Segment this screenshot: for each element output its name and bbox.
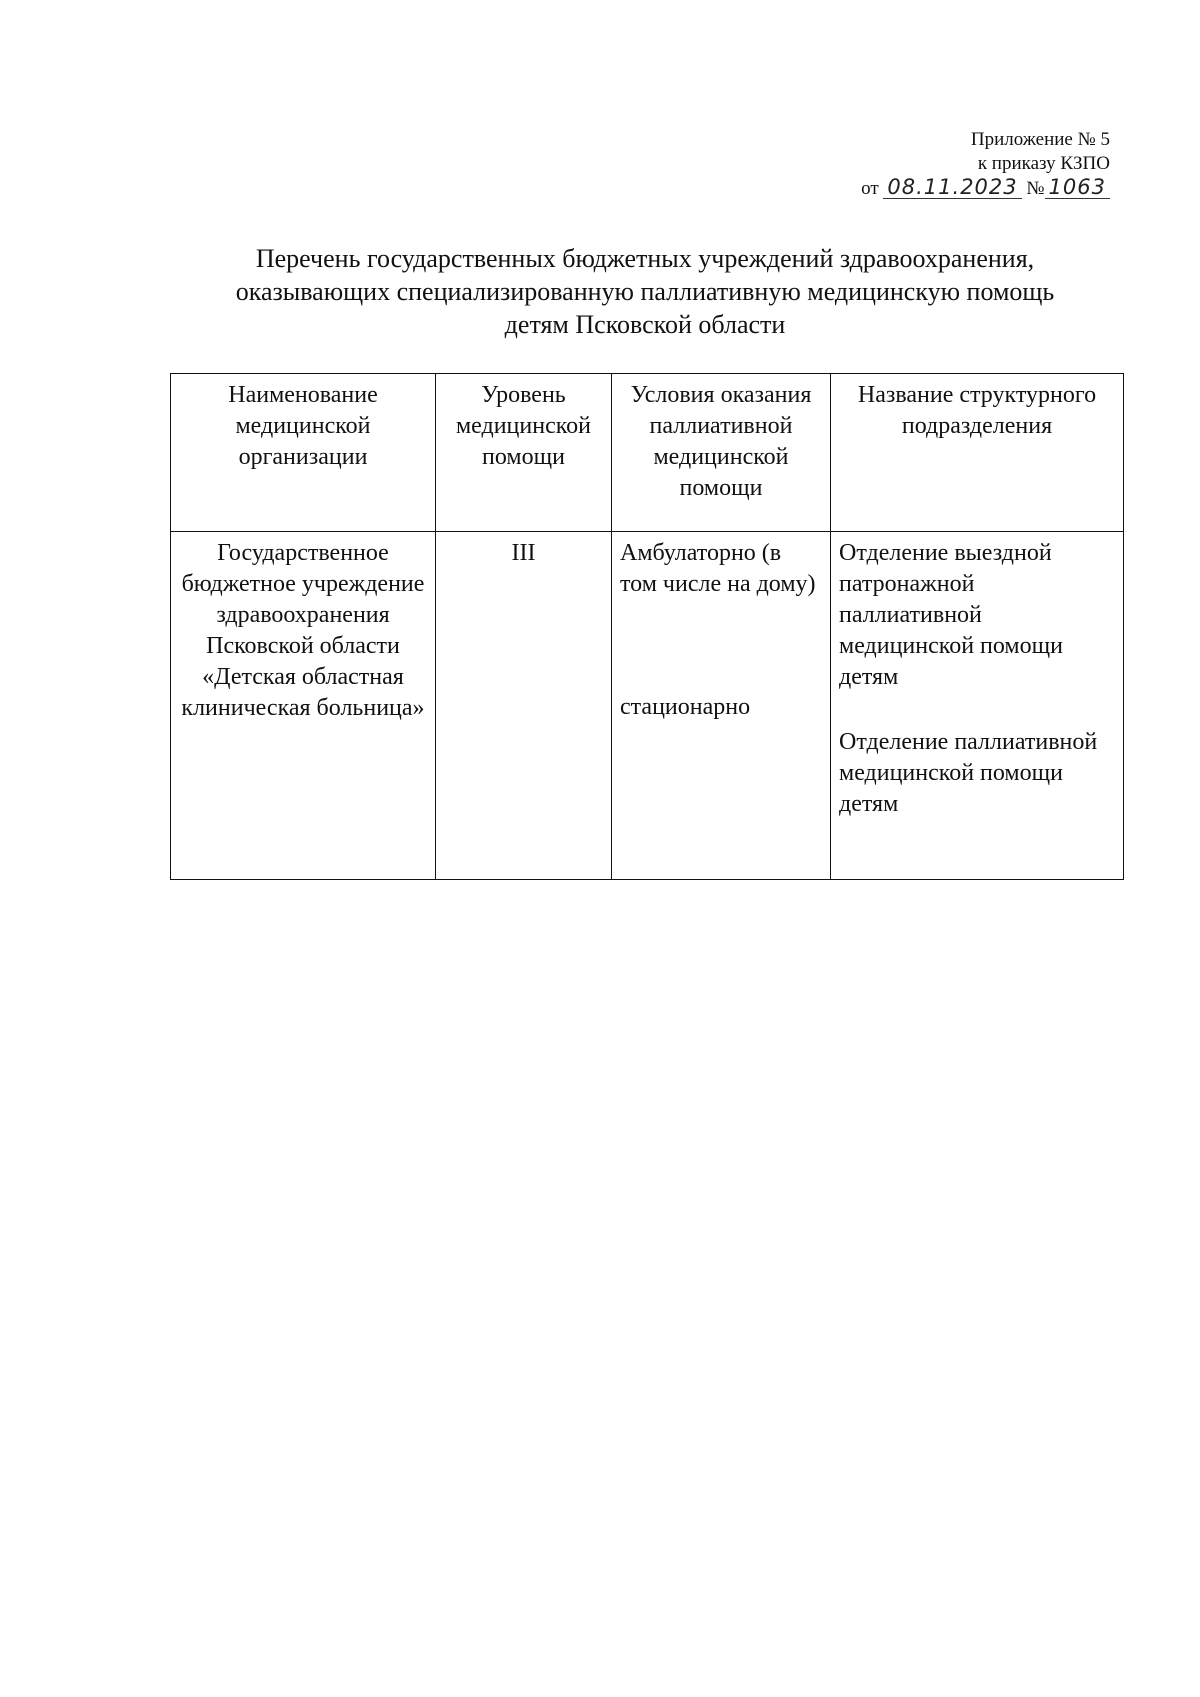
cell-organization: Государственное бюджетное учреждение здравоохранения Псковской области «Детская областная клиническая больница»: [171, 532, 436, 880]
annex-date-line: [861, 176, 1110, 201]
cell-department: [831, 532, 1124, 880]
header-department: Название структурного подразделения: [831, 374, 1124, 532]
department-outreach: Отделение выездной патронажной паллиативной медицинской помощи детям: [839, 540, 1063, 690]
table-row: [171, 532, 1124, 880]
department-inpatient: Отделение паллиативной медицинской помощи детям: [839, 729, 1098, 817]
institutions-table: [170, 373, 1124, 880]
handwritten-number: 1063: [1045, 176, 1110, 199]
cell-care-conditions: [612, 532, 831, 880]
condition-inpatient: стационарно: [620, 694, 751, 720]
condition-outpatient: Амбулаторно (в том числе на дому): [620, 540, 816, 597]
title-line-2: оказывающих специализированную паллиативную медицинскую помощь: [235, 277, 1055, 306]
header-organization: Наименование медицинской организации: [171, 374, 436, 532]
title-line-1: Перечень государственных бюджетных учреждений здравоохранения,: [255, 244, 1035, 273]
header-care-level: Уровень медицинской помощи: [436, 374, 612, 532]
date-prefix: от: [861, 178, 879, 199]
number-prefix: №: [1026, 178, 1045, 199]
header-care-conditions: Условия оказания паллиативной медицинской помощи: [612, 374, 831, 532]
annex-order-ref: к приказу КЗПО: [977, 153, 1110, 174]
title-line-3: детям Псковской области: [504, 310, 786, 339]
annex-block: [861, 128, 1110, 201]
table-header-row: [171, 374, 1124, 532]
annex-title: Приложение № 5: [970, 129, 1110, 150]
handwritten-date: 08.11.2023: [883, 176, 1021, 199]
cell-care-level: III: [436, 532, 612, 880]
document-title: [160, 242, 1130, 341]
